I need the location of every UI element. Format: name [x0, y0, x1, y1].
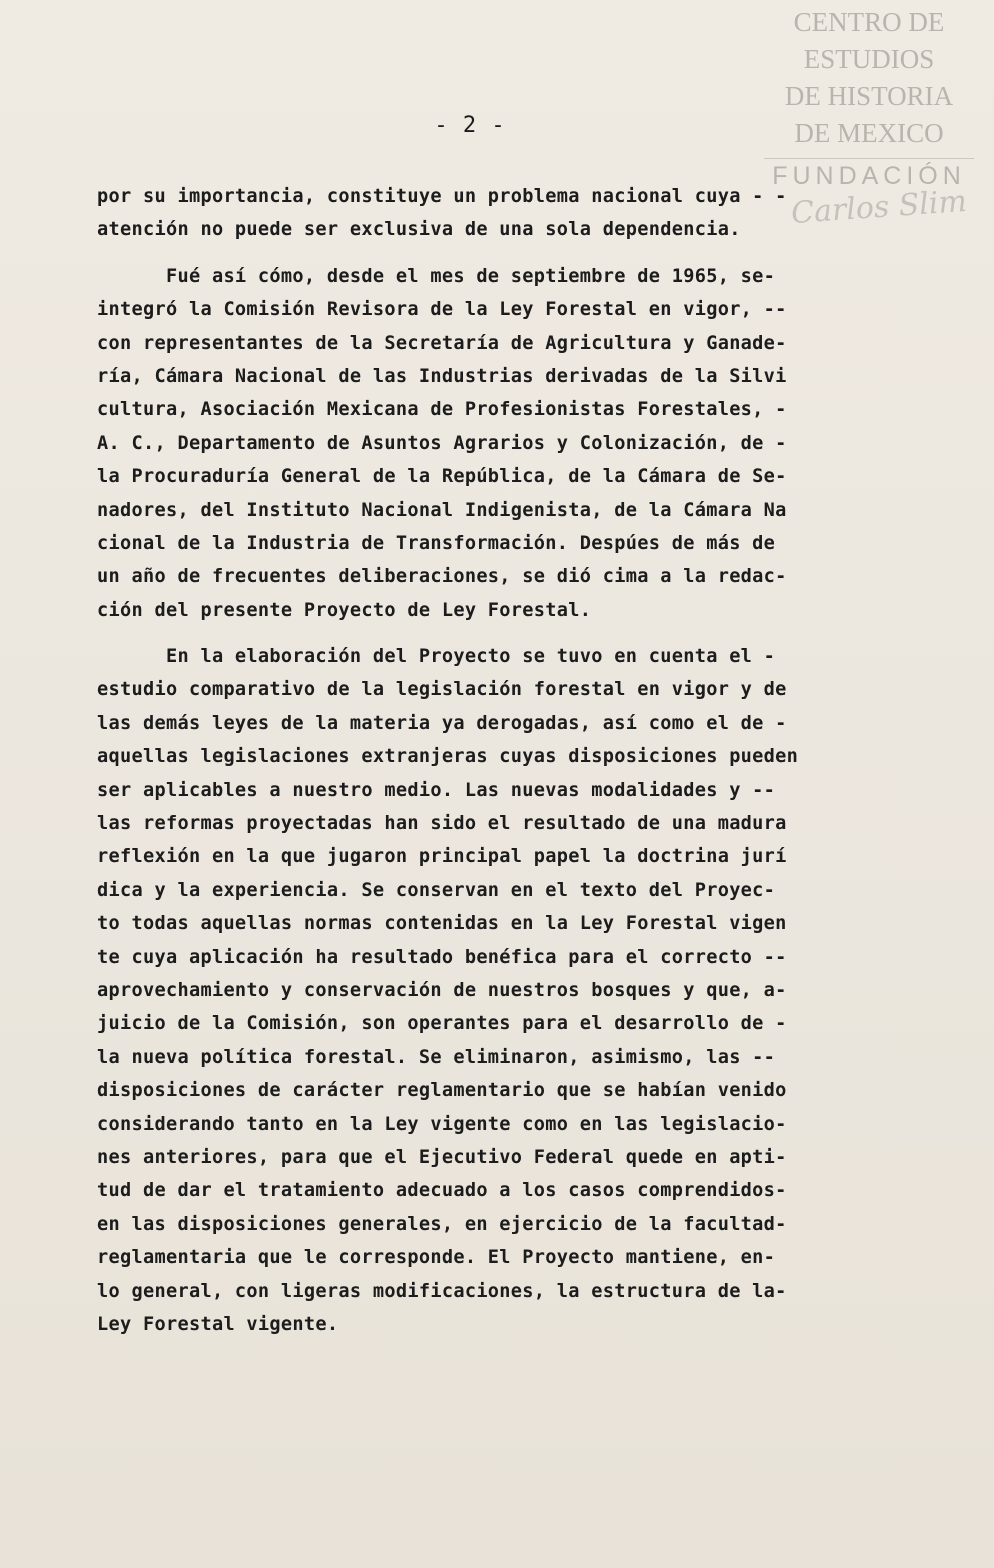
paragraph-1: [97, 180, 917, 247]
text-line: nadores, del Instituto Nacional Indigenista, de la Cámara Na: [97, 499, 787, 521]
watermark-line: ESTUDIOS: [803, 44, 935, 74]
text-line: reglamentaria que le corresponde. El Proyecto mantiene, en-: [97, 1247, 776, 1269]
watermark-line: DE MEXICO: [794, 118, 944, 148]
text-line: ción del presente Proyecto de Ley Forestal.: [97, 599, 592, 621]
text-line: juicio de la Comisión, son operantes para el desarrollo de -: [97, 1013, 787, 1035]
watermark-fundacion: FUNDACIÓN: [772, 162, 966, 190]
text-line: la Procuraduría General de la República, de la Cámara de Se-: [97, 466, 787, 488]
text-line: integró la Comisión Revisora de la Ley Forestal en vigor, --: [97, 299, 787, 321]
text-line: un año de frecuentes deliberaciones, se dió cima a la redac-: [97, 566, 787, 588]
text-line: ría, Cámara Nacional de las Industrias derivadas de la Silvi: [97, 365, 787, 387]
text-line: Ley Forestal vigente.: [97, 1313, 339, 1335]
text-line: A. C., Departamento de Asuntos Agrarios y Colonización, de -: [97, 432, 787, 454]
paragraph-gap: [97, 627, 917, 640]
text-line: aprovechamiento y conservación de nuestros bosques y que, a-: [97, 979, 787, 1001]
text-line: En la elaboración del Proyecto se tuvo en cuenta el -: [97, 646, 776, 668]
text-line: to todas aquellas normas contenidas en la Ley Forestal vigen: [97, 913, 787, 935]
text-line: por su importancia, constituye un problema nacional cuya - -: [97, 186, 787, 207]
text-line: te cuya aplicación ha resultado benéfica para el correcto --: [97, 946, 787, 968]
watermark-divider: [764, 158, 974, 159]
text-line: atención no puede ser exclusiva de una sola dependencia.: [97, 219, 741, 241]
text-line: reflexión en la que jugaron principal papel la doctrina jurí: [97, 846, 787, 868]
text-line: dica y la experiencia. Se conservan en el texto del Proyec-: [97, 879, 776, 901]
text-line: las demás leyes de la materia ya derogadas, así como el de -: [97, 712, 787, 734]
text-line: con representantes de la Secretaría de Agricultura y Ganade-: [97, 332, 787, 354]
text-line: ser aplicables a nuestro medio. Las nuevas modalidades y --: [97, 779, 776, 801]
text-line: en las disposiciones generales, en ejercicio de la facultad-: [97, 1213, 787, 1235]
text-line: las reformas proyectadas han sido el resultado de una madura: [97, 813, 787, 835]
text-line: tud de dar el tratamiento adecuado a los casos comprendidos-: [97, 1180, 787, 1202]
paragraph-2: [97, 260, 917, 627]
paragraph-gap: [97, 247, 917, 260]
text-line: lo general, con ligeras modificaciones, la estructura de la-: [97, 1280, 787, 1302]
text-line: estudio comparativo de la legislación forestal en vigor y de: [97, 679, 787, 701]
text-line: aquellas legislaciones extranjeras cuyas disposiciones pueden: [97, 746, 799, 768]
text-line: considerando tanto en la Ley vigente como en las legislacio-: [97, 1113, 787, 1135]
text-line: Fué así cómo, desde el mes de septiembre de 1965, se-: [97, 265, 776, 287]
page-number: - 2 -: [434, 113, 506, 138]
watermark-line: DE HISTORIA: [784, 81, 954, 111]
text-line: cional de la Industria de Transformación. Despúes de más de: [97, 532, 776, 554]
watermark-line: CENTRO DE: [793, 7, 945, 37]
watermark-signature: Carlos Slim: [789, 183, 968, 232]
text-line: la nueva política forestal. Se eliminaron, asimismo, las --: [97, 1046, 776, 1068]
text-line: disposiciones de carácter reglamentario que se habían venido: [97, 1080, 787, 1102]
text-line: cultura, Asociación Mexicana de Profesionistas Forestales, -: [97, 399, 787, 421]
paragraph-3: [97, 640, 917, 1341]
text-line: nes anteriores, para que el Ejecutivo Federal quede en apti-: [97, 1146, 787, 1168]
body-text: [97, 180, 917, 1341]
